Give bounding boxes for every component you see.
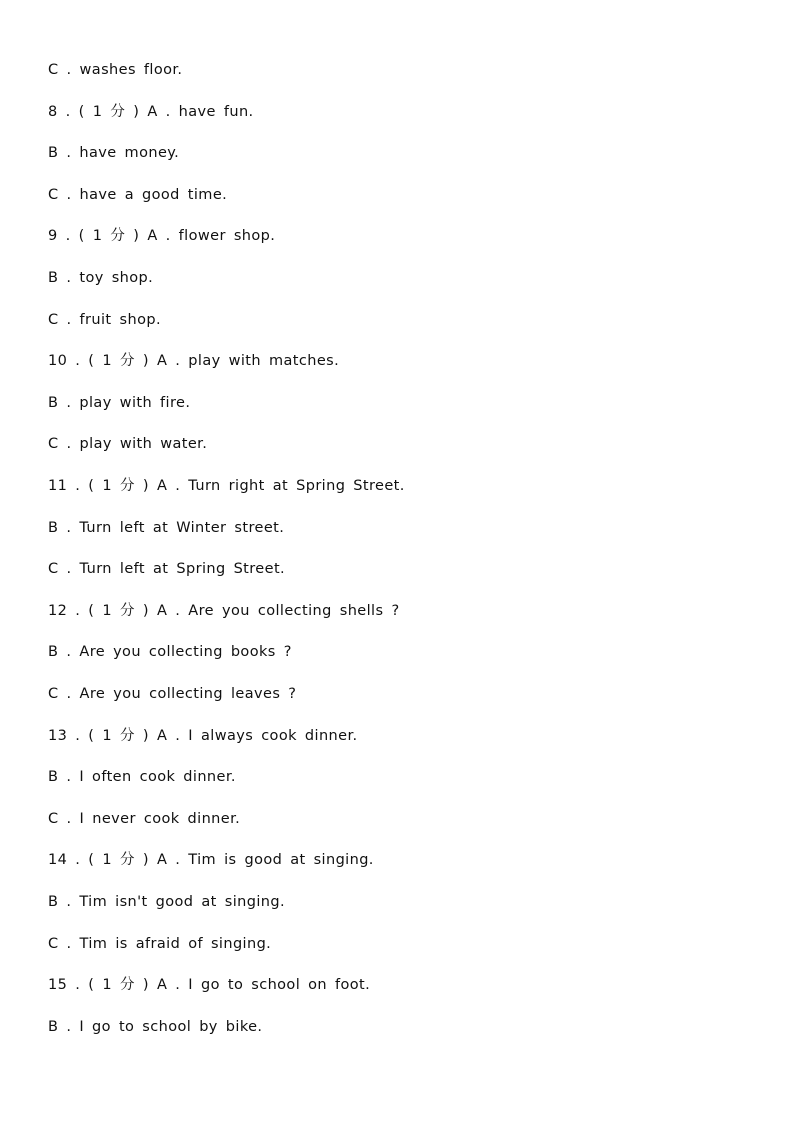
option-line: C . Are you collecting leaves ? bbox=[48, 686, 297, 702]
question-line: 11 . ( 1 分 ) A . Turn right at Spring Street. bbox=[48, 478, 405, 494]
option-line: B . Turn left at Winter street. bbox=[48, 520, 285, 536]
option-line: B . Are you collecting books ? bbox=[48, 644, 292, 660]
question-line: 12 . ( 1 分 ) A . Are you collecting shells ? bbox=[48, 603, 400, 619]
option-line: B . play with fire. bbox=[48, 395, 191, 411]
option-line: B . I go to school by bike. bbox=[48, 1019, 263, 1035]
option-line: B . have money. bbox=[48, 145, 180, 161]
option-line: C . play with water. bbox=[48, 436, 208, 452]
option-line: C . Turn left at Spring Street. bbox=[48, 561, 286, 577]
option-line: C . fruit shop. bbox=[48, 312, 161, 328]
option-line: B . I often cook dinner. bbox=[48, 769, 236, 785]
question-line: 15 . ( 1 分 ) A . I go to school on foot. bbox=[48, 977, 371, 993]
option-line: C . washes floor. bbox=[48, 62, 183, 78]
option-line: C . I never cook dinner. bbox=[48, 811, 241, 827]
question-line: 13 . ( 1 分 ) A . I always cook dinner. bbox=[48, 728, 358, 744]
option-line: C . Tim is afraid of singing. bbox=[48, 936, 272, 952]
question-line: 8 . ( 1 分 ) A . have fun. bbox=[48, 104, 254, 120]
option-line: C . have a good time. bbox=[48, 187, 228, 203]
question-line: 9 . ( 1 分 ) A . flower shop. bbox=[48, 228, 276, 244]
question-line: 14 . ( 1 分 ) A . Tim is good at singing. bbox=[48, 852, 374, 868]
question-line: 10 . ( 1 分 ) A . play with matches. bbox=[48, 353, 340, 369]
option-line: B . Tim isn't good at singing. bbox=[48, 894, 285, 910]
option-line: B . toy shop. bbox=[48, 270, 154, 286]
